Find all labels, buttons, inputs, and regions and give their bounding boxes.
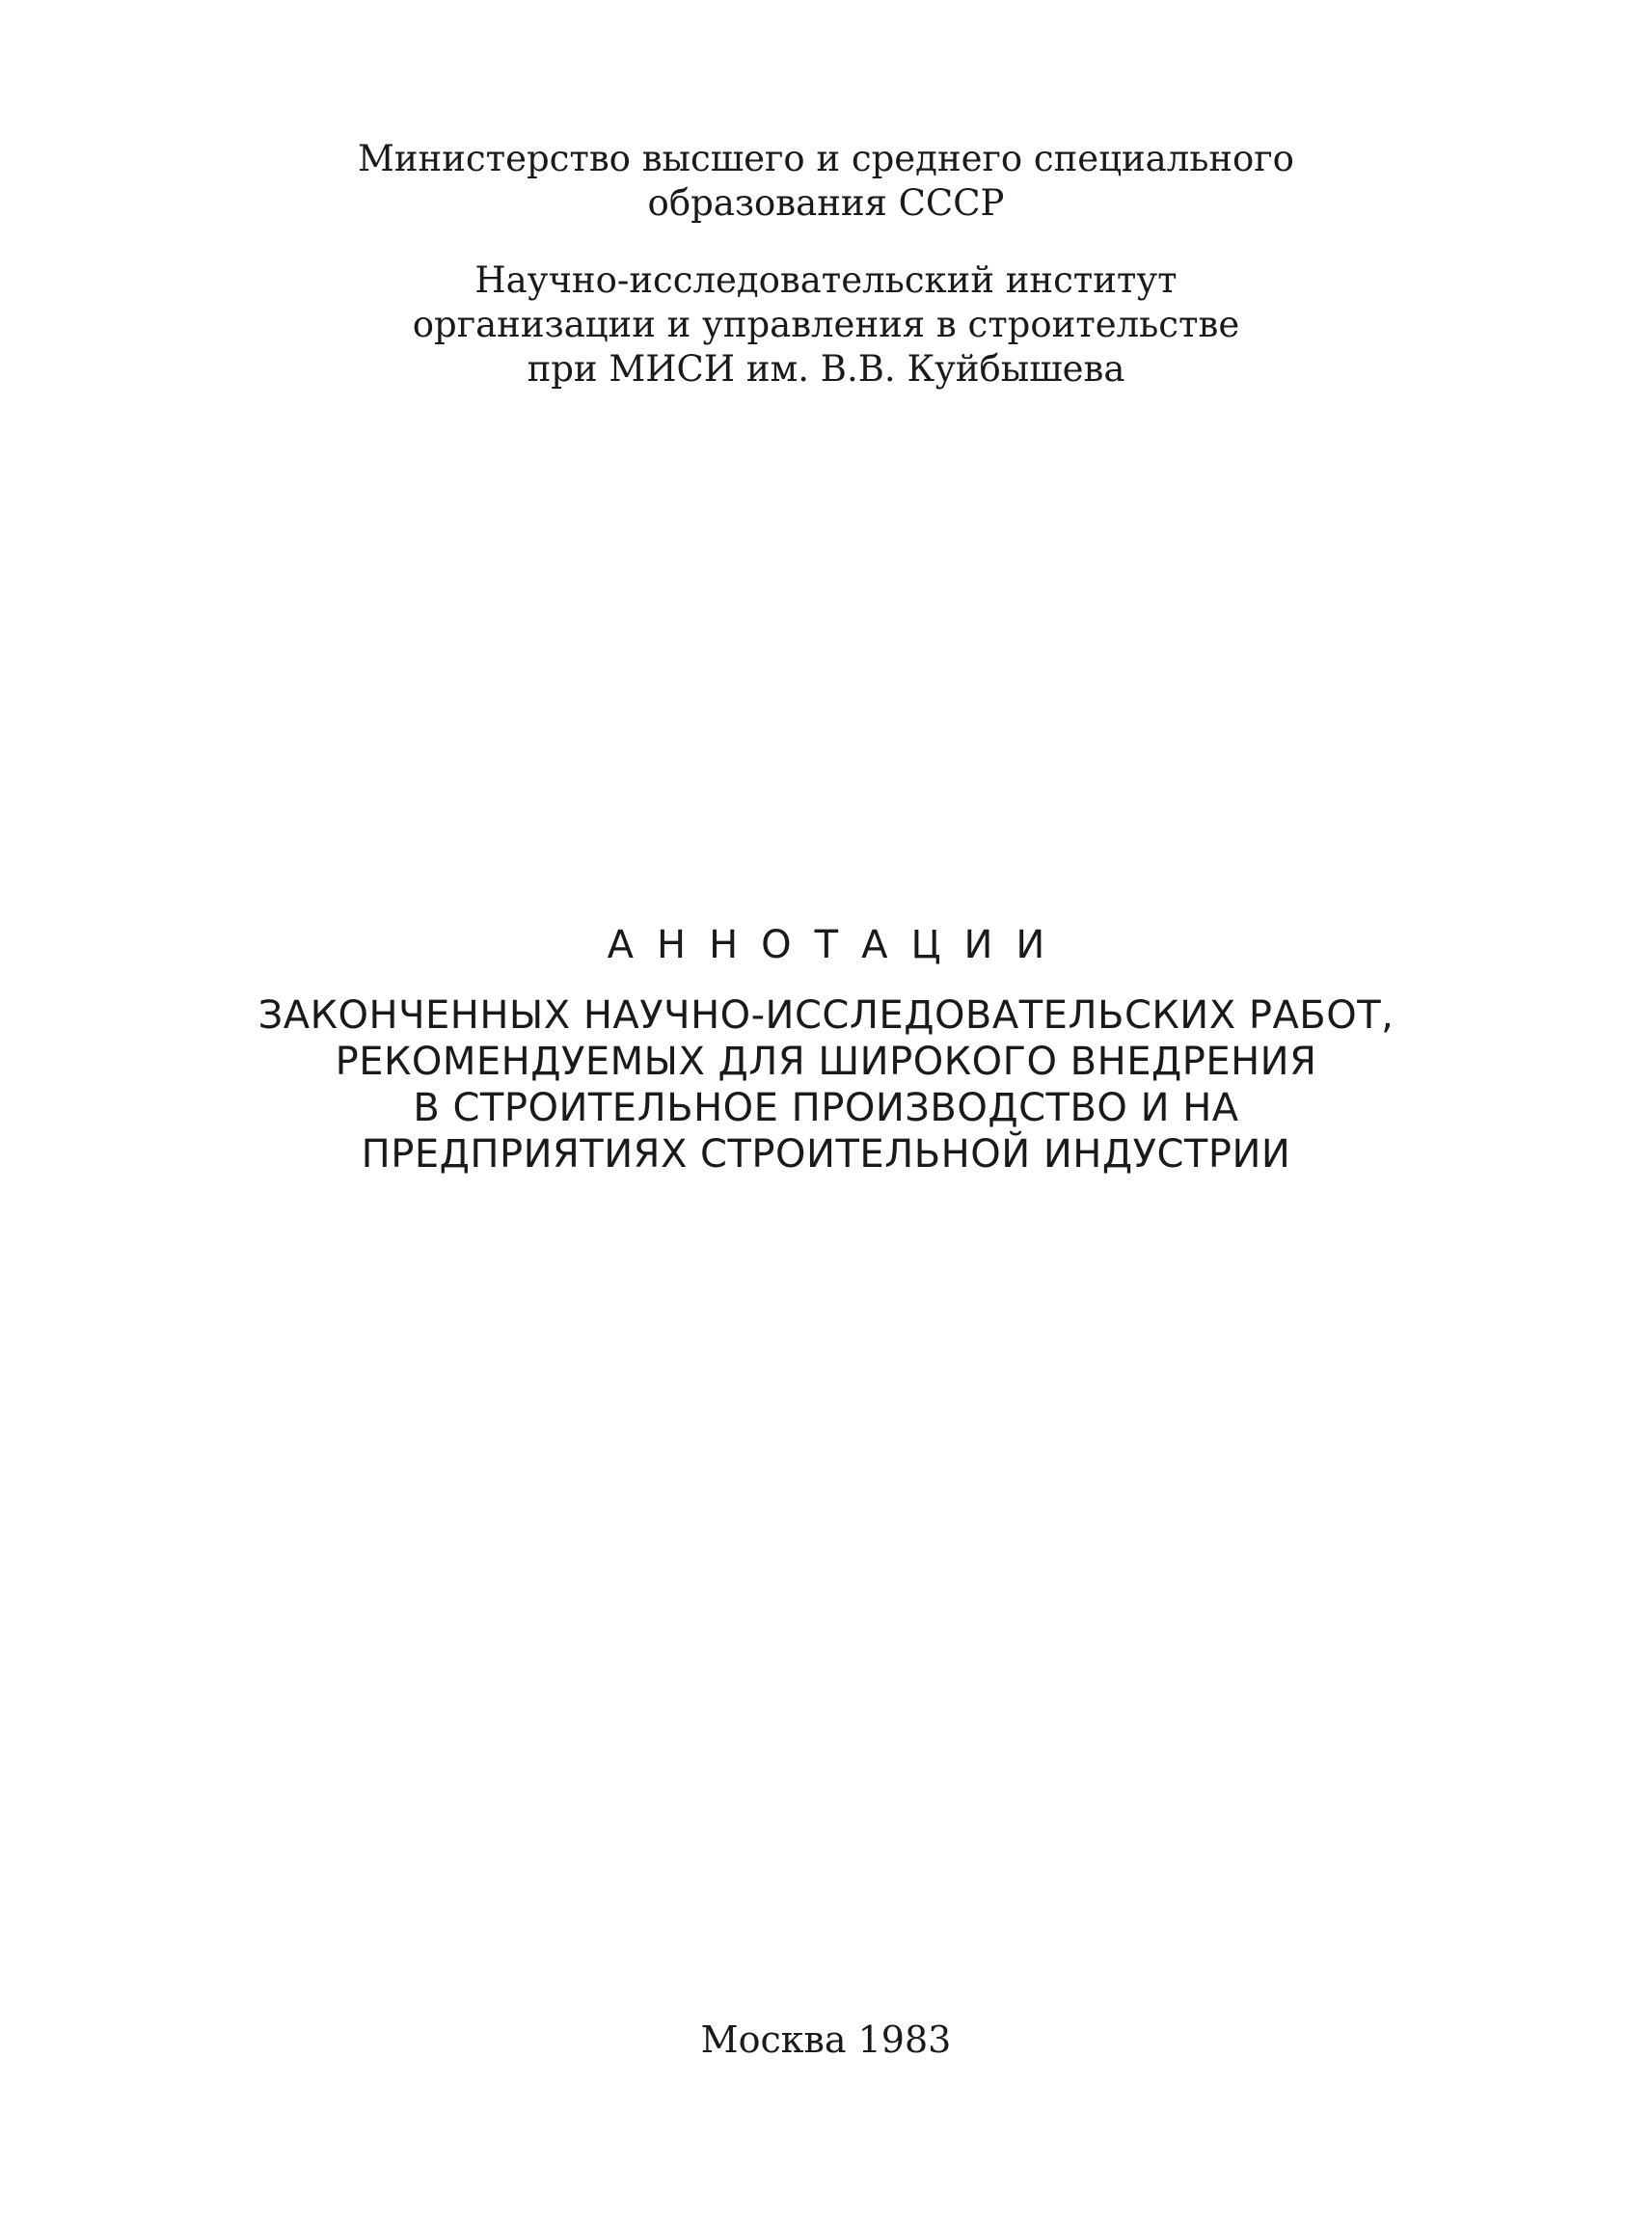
document-title (0, 921, 1652, 1178)
imprint (0, 2018, 1652, 2062)
subtitle-line: В СТРОИТЕЛЬНОЕ ПРОИЗВОДСТВО И НА (413, 1086, 1239, 1130)
place-year: Москва 1983 (700, 2018, 952, 2061)
ministry-line: Министерство высшего и среднего специального (358, 138, 1294, 179)
subtitle-line: ПРЕДПРИЯТИЯХ СТРОИТЕЛЬНОЙ ИНДУСТРИИ (361, 1132, 1291, 1177)
ministry-line: образования СССР (647, 182, 1005, 224)
institute-line: организации и управления в строительстве (412, 304, 1240, 345)
institute-line: при МИСИ им. В.В. Куйбышева (527, 348, 1125, 390)
subtitle-line: ЗАКОНЧЕННЫХ НАУЧНО-ИССЛЕДОВАТЕЛЬСКИХ РАБОТ, (257, 993, 1395, 1038)
title-heading: АННОТАЦИИ (607, 923, 1069, 967)
institute-line: Научно-исследовательский институт (474, 259, 1178, 301)
ministry-name (0, 137, 1652, 226)
subtitle-line: РЕКОМЕНДУЕМЫХ ДЛЯ ШИРОКОГО ВНЕДРЕНИЯ (335, 1040, 1317, 1084)
institute-name (0, 258, 1652, 392)
